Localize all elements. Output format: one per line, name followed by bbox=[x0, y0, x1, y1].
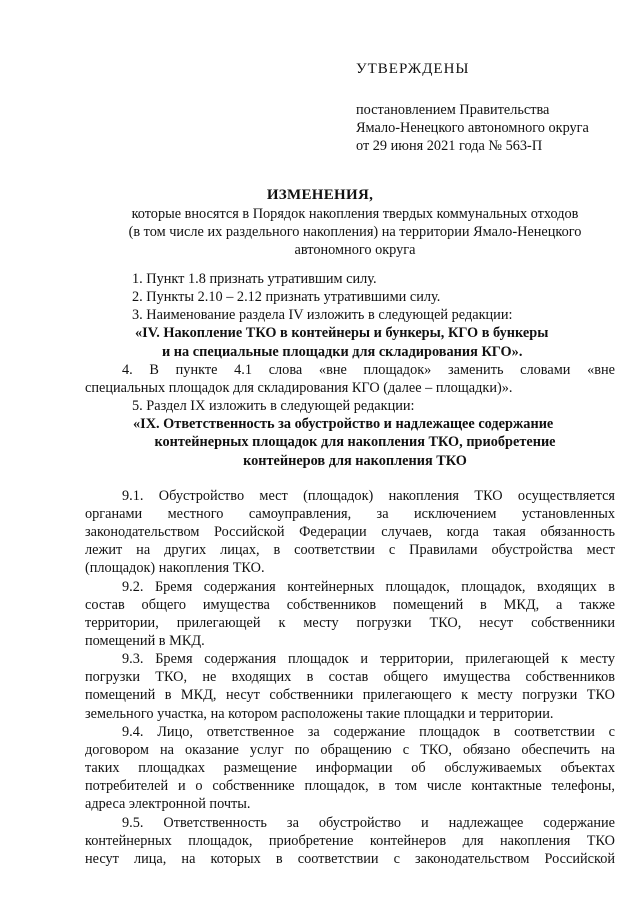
clause-9-4-line: договором на оказание услуг по обращению с ТКО, обязано обеспечить на bbox=[85, 741, 615, 758]
item-4-line: специальных площадок для складирования КГО (далее – площадки)». bbox=[85, 379, 513, 396]
item-3: 3. Наименование раздела IV изложить в следующей редакции: bbox=[132, 307, 513, 324]
item-5: 5. Раздел IX изложить в следующей редакции: bbox=[132, 398, 415, 415]
spacer bbox=[95, 470, 615, 487]
clause-9-1-line: лежит на других лицах, в соответствии с Правилами обустройства мест bbox=[85, 542, 615, 559]
clause-9-2-line: территории, прилегающей к месту погрузки ТКО, несут собственники bbox=[85, 614, 615, 631]
clause-9-3-line: помещений в МКД, несут собственники прилегающего к месту погрузки ТКО bbox=[85, 687, 615, 704]
clause-9-3-line: земельного участка, на котором расположены такие площадки и территории. bbox=[85, 705, 554, 722]
item-3-quote-line: и на специальные площадки для складирования КГО». bbox=[162, 343, 523, 360]
document-body bbox=[85, 270, 615, 868]
document-subtitle bbox=[100, 205, 610, 259]
clause-9-5-line: 9.5. Ответственность за обустройство и надлежащее содержание bbox=[122, 814, 615, 831]
clause-9-4-line: таких площадках размещение информации об обслуживаемых объектах bbox=[85, 760, 615, 777]
clause-9-2-line: состав общего имущества собственников помещений в МКД, а также bbox=[85, 596, 615, 613]
clause-9-1-line: (площадок) накопления ТКО. bbox=[85, 560, 265, 577]
document-title: ИЗМЕНЕНИЯ, bbox=[266, 187, 374, 203]
item-5-quote-line: контейнеров для накопления ТКО bbox=[243, 452, 467, 469]
clause-9-1-line: органами местного самоуправления, за исключением установленных bbox=[85, 505, 615, 522]
item-4-line: 4. В пункте 4.1 слова «вне площадок» заменить словами «вне bbox=[122, 361, 615, 378]
clause-9-1-line: 9.1. Обустройство мест (площадок) накопления ТКО осуществляется bbox=[122, 487, 615, 504]
subtitle-line: (в том числе их раздельного накопления) на территории Ямало-Ненецкого bbox=[128, 224, 582, 241]
subtitle-line: автономного округа bbox=[294, 242, 416, 259]
approval-line: Ямало-Ненецкого автономного округа bbox=[356, 120, 589, 137]
approval-block bbox=[356, 60, 616, 156]
clauses bbox=[85, 487, 615, 868]
clause-9-5-line: контейнерных площадок, приобретение контейнеров для накопления ТКО bbox=[85, 832, 615, 849]
clause-9-2-line: 9.2. Бремя содержания контейнерных площадок, площадок, входящих в bbox=[122, 578, 615, 595]
approval-line: постановлением Правительства bbox=[356, 102, 550, 119]
subtitle-line: которые вносятся в Порядок накопления твердых коммунальных отходов bbox=[131, 206, 579, 222]
clause-9-5-line: несут лица, на которых в соответствии с законодательством Российской bbox=[85, 850, 615, 867]
item-5-quote-line: контейнерных площадок для накопления ТКО, приобретение bbox=[154, 434, 556, 451]
item-1: 1. Пункт 1.8 признать утратившим силу. bbox=[132, 271, 377, 287]
approval-title: УТВЕРЖДЕНЫ bbox=[356, 61, 470, 77]
clause-9-3-line: 9.3. Бремя содержания площадок и территории, прилегающей к месту bbox=[122, 651, 615, 668]
approval-line: от 29 июня 2021 года № 563-П bbox=[356, 138, 543, 155]
clause-9-4-line: потребителей и о собственнике площадок, в том числе контактные телефоны, bbox=[85, 778, 615, 795]
item-5-quote-line: «IX. Ответственность за обустройство и надлежащее содержание bbox=[133, 416, 554, 433]
item-3-quote-line: «IV. Накопление ТКО в контейнеры и бункеры, КГО в бункеры bbox=[135, 325, 549, 342]
clause-9-4-line: адреса электронной почты. bbox=[85, 796, 251, 813]
clause-9-3-line: погрузки ТКО, не входящих в состав общего имущества собственников bbox=[85, 669, 615, 686]
clause-9-2-line: помещений в МКД. bbox=[85, 632, 205, 649]
clause-9-4-line: 9.4. Лицо, ответственное за содержание площадок в соответствии с bbox=[122, 723, 615, 740]
clause-9-1-line: законодательством Российской Федерации случаев, когда такая обязанность bbox=[85, 524, 615, 541]
item-2: 2. Пункты 2.10 – 2.12 признать утратившими силу. bbox=[132, 289, 441, 306]
